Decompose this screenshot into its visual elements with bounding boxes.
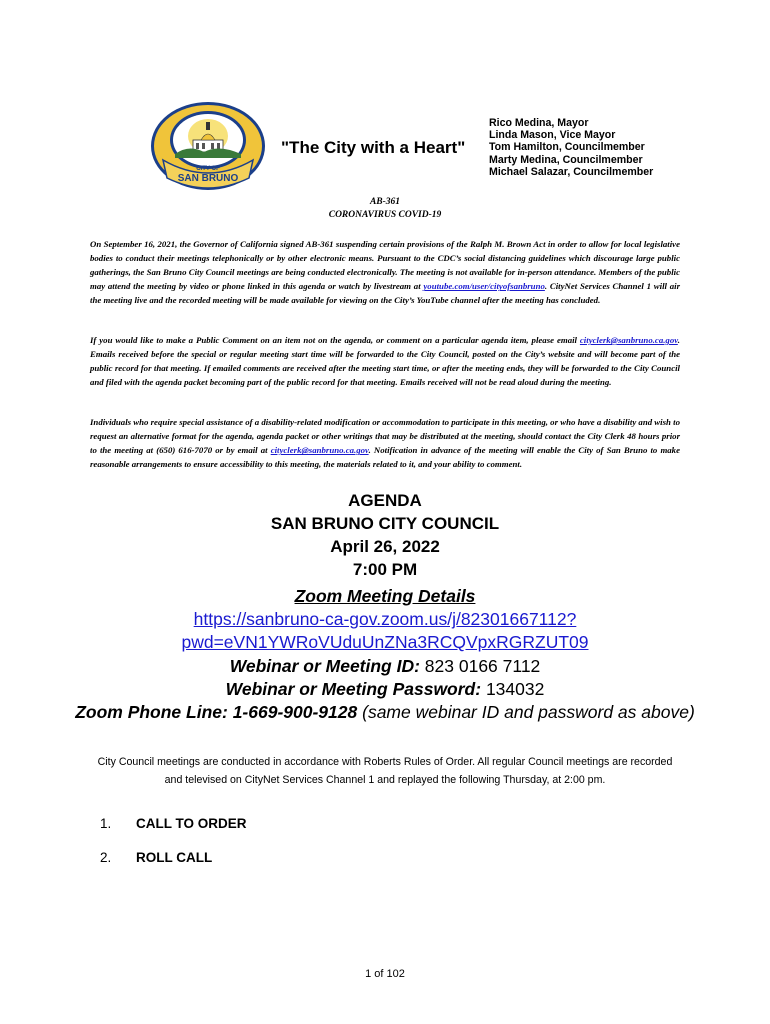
webinar-password: [60, 678, 710, 701]
agenda-heading: [0, 489, 770, 581]
council-member: Tom Hamilton, Councilmember: [489, 141, 645, 154]
public-comment-paragraph: [90, 333, 680, 389]
youtube-link[interactable]: youtube.com/user/cityofsanbruno: [423, 281, 545, 292]
paragraph-text: . Emails received before the special or regular meeting start time will be forwarded to the City Council, posted on the City’s website and will become part of the public record for that meeting. If emailed comments are received after the meeting start time, or after the meeting ends, they will be forwarded to the City Council and filed with the agenda packet becoming part of the public record for that meeting. Emails received will not be read aloud during the meeting.: [90, 335, 680, 388]
council-member: Linda Mason, Vice Mayor: [489, 129, 616, 142]
zoom-phone: [60, 701, 710, 724]
zoom-phone-note: (same webinar ID and password as above): [357, 702, 695, 723]
council-member: Michael Salazar, Councilmember: [489, 165, 654, 178]
agenda-date: April 26, 2022: [330, 537, 440, 556]
paragraph-text: . Notification in advance of the meeting will enable the City of San Bruno to make reasonable arrangements to ensure accessibility to this meeting, the materials related to it, and your ability to comment.: [90, 445, 680, 470]
agenda-title: AGENDA: [348, 491, 422, 510]
agenda-item: [100, 816, 247, 831]
council-member: Marty Medina, Councilmember: [489, 153, 643, 166]
ab361-title: AB-361: [369, 197, 401, 207]
council-members: [489, 117, 653, 178]
agenda-item-number: 1.: [100, 816, 112, 831]
city-seal-logo: [149, 100, 267, 192]
zoom-link-line2[interactable]: pwd=eVN1YWRoVUduUnZNa3RCQVpxRGRZUT09: [181, 632, 589, 653]
seal-bottom-text: SAN BRUNO: [177, 173, 239, 184]
paragraph-text: Individuals who require special assistance of a disability-related modification or accommodation to participate in this meeting, or who have a disability and wish to request an alternative format for the agenda, agenda packet or other writings that may be distributed at the meeting, should contact the City Clerk 48 hours prior to the meeting at (650) 616-7070 or by email at: [90, 417, 680, 456]
agenda-time: 7:00 PM: [352, 560, 418, 579]
page-number: 1 of 102: [365, 968, 405, 980]
paragraph-text: If you would like to make a Public Comment on an item not on the agenda, or comment on a particular agenda item, please email: [90, 335, 580, 345]
zoom-details: [60, 585, 710, 724]
ab361-paragraph: [90, 237, 680, 307]
agenda-item-number: 2.: [100, 850, 112, 865]
paragraph-text: On September 16, 2021, the Governor of California signed AB-361 suspending certain provisions of the Ralph M. Brown Act in order to allow for local legislative bodies to conduct their meetings telephonically or by other electronic means. Pursuant to the CDC’s social distancing guidelines which discourage large public gatherings, the San Bruno City Council meetings are being conducted electronically. The meeting is not available for in-person attendance. Members of the public may attend the meeting by video or phone linked in this agenda or watch by livestream at: [90, 239, 680, 292]
zoom-phone-label: Zoom Phone Line: 1-669-900-9128: [75, 702, 358, 723]
council-member: Rico Medina, Mayor: [489, 117, 589, 129]
webinar-id-value: 823 0166 7112: [419, 655, 541, 676]
covid-title: CORONAVIRUS COVID-19: [328, 210, 442, 220]
meetings-notice: City Council meetings are conducted in accordance with Roberts Rules of Order. All regular Council meetings are recorded and televised on CityNet Services Channel 1 and replayed the following Thursday, at 2:00 pm.: [97, 756, 673, 786]
seal-top-text: CITY OF: [196, 166, 220, 172]
webinar-id: [60, 655, 710, 678]
clerk-email-link[interactable]: cityclerk@sanbruno.ca.gov: [579, 335, 678, 345]
webinar-password-label: Webinar or Meeting Password:: [225, 678, 482, 699]
clerk-email-link[interactable]: cityclerk@sanbruno.ca.gov: [270, 445, 369, 456]
webinar-id-label: Webinar or Meeting ID:: [229, 655, 420, 676]
zoom-title: Zoom Meeting Details: [294, 586, 476, 606]
paragraph-text: . CityNet Services Channel 1 will air the meeting live and the recorded meeting will be made available for viewing on the City’s YouTube channel after the meeting has concluded.: [90, 281, 680, 306]
agenda-body: SAN BRUNO CITY COUNCIL: [270, 514, 500, 533]
agenda-item-label: ROLL CALL: [136, 850, 213, 865]
accessibility-paragraph: [90, 415, 680, 471]
city-slogan: "The City with a Heart": [281, 138, 466, 157]
ab361-header: [0, 196, 770, 222]
agenda-item-label: CALL TO ORDER: [136, 816, 247, 831]
agenda-item: [100, 850, 212, 865]
webinar-password-value: 134032: [481, 678, 545, 699]
zoom-link-line1[interactable]: https://sanbruno-ca-gov.zoom.us/j/82301667112?: [193, 609, 577, 630]
